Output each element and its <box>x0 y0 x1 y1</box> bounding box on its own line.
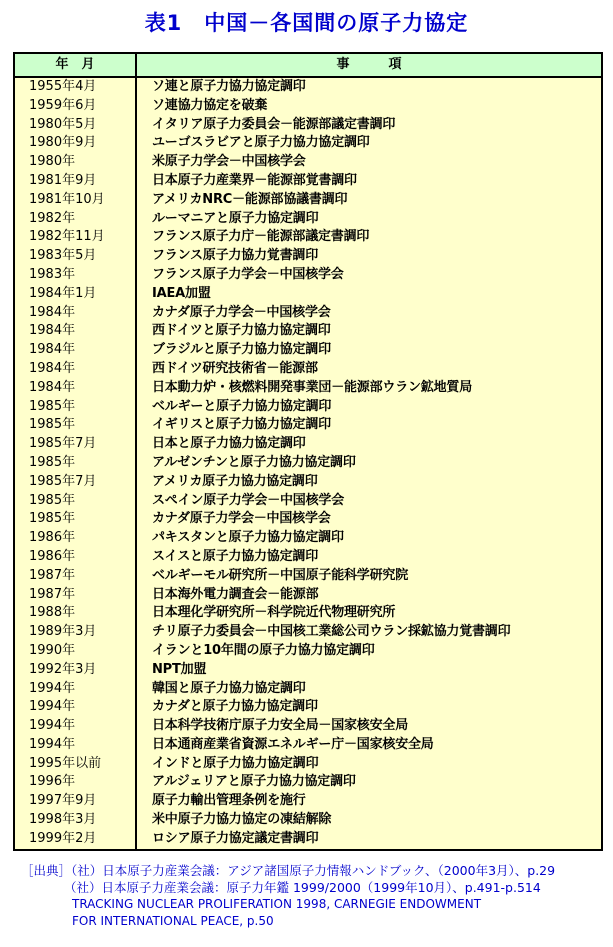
row-event: 西ドイツ研究技術省－能源部 <box>152 360 318 376</box>
row-date: 1987年 <box>15 586 136 605</box>
row-event: ソ連と原子力協力協定調印 <box>152 79 306 94</box>
row-event: フランス原子力庁－能源部議定書調印 <box>152 229 370 245</box>
agreements-table-grid <box>15 54 601 849</box>
row-date: 1994年 <box>15 736 136 755</box>
row-event: 日本原子力産業界－能源部覚書調印 <box>152 172 357 188</box>
table-row <box>15 642 601 661</box>
table-row <box>15 755 601 774</box>
table-header-row <box>15 54 601 77</box>
table-row <box>15 322 601 341</box>
table-row <box>15 623 601 642</box>
row-date: 1983年 <box>15 266 136 285</box>
row-date: 1985年 <box>15 416 136 435</box>
table-row <box>15 304 601 323</box>
row-date: 1989年3月 <box>15 623 136 642</box>
row-date: 1983年5月 <box>15 247 136 266</box>
table-row <box>15 360 601 379</box>
row-event: ルーマニアと原子力協定調印 <box>152 210 319 226</box>
source-line-3: TRACKING NUCLEAR PROLIFERATION 1998, CARNEGIE ENDOWMENT <box>72 897 482 911</box>
table-row <box>15 153 601 172</box>
table-row <box>15 604 601 623</box>
row-date: 1996年 <box>15 773 136 792</box>
table-row <box>15 698 601 717</box>
row-event: 西ドイツと原子力協力協定調印 <box>152 323 331 339</box>
table-row <box>15 736 601 755</box>
agreements-table <box>13 52 603 851</box>
row-date: 1992年3月 <box>15 661 136 680</box>
table-row <box>15 473 601 492</box>
row-date: 1981年9月 <box>15 172 136 191</box>
source-line-1: ［出典］（社）日本原子力産業会議：アジア諸国原子力情報ハンドブック、（2000年3月）、p.29 <box>21 863 556 878</box>
table-row <box>15 492 601 511</box>
row-event: 日本科学技術庁原子力安全局－国家核安全局 <box>152 718 409 734</box>
row-event: フランス原子力学会－中国核学会 <box>152 266 344 282</box>
table-row <box>15 266 601 285</box>
table-row <box>15 548 601 567</box>
row-event: インドと原子力協力協定調印 <box>152 755 319 771</box>
table-row <box>15 811 601 830</box>
table-row <box>15 586 601 605</box>
table-row <box>15 454 601 473</box>
row-event: イギリスと原子力協力協定調印 <box>152 417 331 433</box>
row-event: 日本通商産業省資源エネルギー庁－国家核安全局 <box>152 736 434 752</box>
table-row <box>15 661 601 680</box>
row-date: 1987年 <box>15 567 136 586</box>
row-date: 1959年6月 <box>15 97 136 116</box>
row-date: 1985年 <box>15 492 136 511</box>
row-event: 日本海外電力調査会－能源部 <box>152 586 319 602</box>
table-row <box>15 773 601 792</box>
row-date: 1980年5月 <box>15 116 136 135</box>
page-title: 表1 中国－各国間の原子力協定 <box>144 11 469 35</box>
row-date: 1984年 <box>15 360 136 379</box>
table-row <box>15 285 601 304</box>
row-date: 1981年10月 <box>15 191 136 210</box>
table-row <box>15 116 601 135</box>
table-row <box>15 510 601 529</box>
row-date: 1994年 <box>15 698 136 717</box>
table-row <box>15 247 601 266</box>
row-event: カナダ原子力学会－中国核学会 <box>152 511 331 527</box>
table-row <box>15 134 601 153</box>
row-date: 1994年 <box>15 680 136 699</box>
row-event: NPT加盟 <box>152 661 207 677</box>
row-event: カナダ原子力学会－中国核学会 <box>152 304 331 320</box>
row-date: 1994年 <box>15 717 136 736</box>
row-event: 原子力輸出管理条例を施行 <box>152 793 306 809</box>
table-row <box>15 341 601 360</box>
row-event: カナダと原子力協力協定調印 <box>152 699 318 715</box>
row-date: 1980年 <box>15 153 136 172</box>
row-event: ロシア原子力協定議定書調印 <box>152 830 319 846</box>
row-event: ベルギーと原子力協力協定調印 <box>152 398 332 414</box>
row-event: チリ原子力委員会－中国核工業総公司ウラン採鉱協力覚書調印 <box>152 624 511 640</box>
row-event: スペイン原子力学会－中国核学会 <box>152 492 345 508</box>
row-event: スイスと原子力協力協定調印 <box>152 548 319 564</box>
header-date: 年 月 <box>15 54 136 77</box>
row-event: イタリア原子力委員会－能源部議定書調印 <box>152 116 396 132</box>
row-event: ブラジルと原子力協力協定調印 <box>152 342 331 358</box>
row-date: 1999年2月 <box>15 830 136 849</box>
row-event: フランス原子力協力覚書調印 <box>152 248 319 264</box>
row-event: 米中原子力協力協定の凍結解除 <box>152 812 332 828</box>
table-row <box>15 830 601 849</box>
row-event: アメリカNRC－能源部協議書調印 <box>152 191 348 207</box>
table-row <box>15 529 601 548</box>
table-row <box>15 398 601 417</box>
row-date: 1986年 <box>15 548 136 567</box>
table-row <box>15 435 601 454</box>
row-event: 米原子力学会－中国核学会 <box>152 154 306 170</box>
row-date: 1980年9月 <box>15 134 136 153</box>
table-row <box>15 379 601 398</box>
table-row <box>15 191 601 210</box>
row-date: 1985年 <box>15 454 136 473</box>
row-date: 1985年 <box>15 510 136 529</box>
source-notes <box>0 862 613 930</box>
row-date: 1984年1月 <box>15 285 136 304</box>
header-event: 事 項 <box>136 54 601 77</box>
row-event: 日本理化学研究所－科学院近代物理研究所 <box>152 605 396 621</box>
table-row <box>15 97 601 116</box>
row-date: 1982年11月 <box>15 228 136 247</box>
table-row <box>15 567 601 586</box>
row-date: 1997年9月 <box>15 792 136 811</box>
source-line-2: （社）日本原子力産業会議：原子力年鑑 1999/2000（1999年10月）、p.491-p.514 <box>64 880 541 895</box>
row-date: 1984年 <box>15 304 136 323</box>
row-event: ソ連協力協定を破棄 <box>152 97 268 113</box>
table-row <box>15 416 601 435</box>
row-date: 1988年 <box>15 604 136 623</box>
row-date: 1985年 <box>15 398 136 417</box>
row-date: 1990年 <box>15 642 136 661</box>
row-event: 日本と原子力協力協定調印 <box>152 436 306 452</box>
table-row <box>15 77 601 97</box>
table-row <box>15 680 601 699</box>
row-event: IAEA加盟 <box>152 285 211 301</box>
row-date: 1998年3月 <box>15 811 136 830</box>
row-date: 1985年7月 <box>15 435 136 454</box>
row-date: 1984年 <box>15 322 136 341</box>
row-date: 1982年 <box>15 210 136 229</box>
table-row <box>15 228 601 247</box>
row-event: イランと10年間の原子力協力協定調印 <box>152 642 375 658</box>
row-event: パキスタンと原子力協力協定調印 <box>152 530 344 546</box>
row-date: 1995年以前 <box>15 755 136 774</box>
row-date: 1984年 <box>15 341 136 360</box>
row-event: ベルギーモル研究所－中国原子能科学研究院 <box>152 567 409 583</box>
row-date: 1986年 <box>15 529 136 548</box>
row-date: 1955年4月 <box>15 77 136 97</box>
row-event: アルゼンチンと原子力協力協定調印 <box>152 454 356 470</box>
row-event: 韓国と原子力協力協定調印 <box>152 680 306 696</box>
row-event: アルジェリアと原子力協力協定調印 <box>152 774 356 790</box>
row-event: ユーゴスラビアと原子力協力協定調印 <box>152 135 370 151</box>
table-row <box>15 717 601 736</box>
row-event: 日本動力炉・核燃料開発事業団－能源部ウラン鉱地質局 <box>152 379 473 395</box>
table-row <box>15 172 601 191</box>
row-date: 1985年7月 <box>15 473 136 492</box>
source-line-4: FOR INTERNATIONAL PEACE, p.50 <box>72 914 274 928</box>
row-date: 1984年 <box>15 379 136 398</box>
row-event: アメリカ原子力協力協定調印 <box>152 473 318 489</box>
table-body <box>15 77 601 849</box>
table-row <box>15 210 601 229</box>
table-row <box>15 792 601 811</box>
